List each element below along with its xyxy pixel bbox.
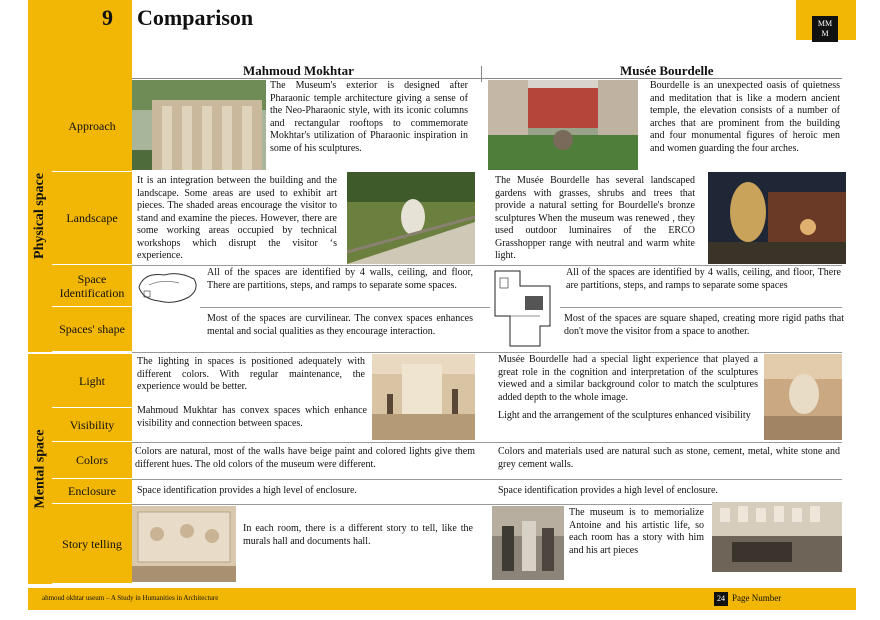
light-left-text: The lighting in spaces is positioned adequately with different colors. With regular maintenance, the experience would be better. (137, 356, 365, 392)
enclosure-right-text: Space identification provides a high level of enclosure. (498, 485, 718, 496)
space-id-left-text: All of the spaces are identified by 4 walls, ceiling, and floor, There are partitions, steps, and ramps to separate some spaces. (207, 267, 473, 291)
light-left-photo (372, 354, 475, 440)
visibility-right-text: Light and the arrangement of the sculptures enhanced visibility (498, 410, 751, 421)
row-label-space-identification: Space Identification (52, 265, 132, 307)
approach-right-text: Bourdelle is an unexpected oasis of quietness and meditation that is like a modern ancient temple, the elevation consists of a number of arches that are prominent from the building and four monumental figures of heroic men and women guarding the four arches. (650, 80, 840, 154)
row-label-landscape: Landscape (52, 172, 132, 265)
row-label-visibility: Visibility (52, 408, 132, 442)
section-number: 9. (102, 5, 119, 30)
header-divider (132, 78, 842, 79)
page-number: 24 (714, 592, 728, 606)
landscape-right-photo (708, 172, 846, 264)
row-divider (132, 442, 842, 443)
column-header-right: Musée Bourdelle (620, 63, 714, 78)
landscape-left-photo (347, 172, 475, 264)
colors-right-text: Colors and materials used are natural such as stone, cement, metal, white stone and grey cement walls. (498, 446, 840, 470)
approach-right-photo (488, 80, 638, 170)
row-label-light: Light (52, 354, 132, 408)
row-label-spaces-shape: Spaces' shape (52, 307, 132, 352)
physical-space-label: Physical space (32, 173, 48, 259)
plan-right-drawing (490, 266, 560, 350)
space-id-right-text: All of the spaces are identified by 4 walls, ceiling, and floor, There are partitions, steps, and ramps to separate some spaces (566, 267, 841, 291)
corner-strip (28, 40, 132, 80)
logo: MM M (812, 16, 838, 42)
row-divider (132, 265, 842, 266)
row-label-enclosure: Enclosure (52, 479, 132, 504)
plan-left-drawing (134, 267, 204, 307)
page-title: Comparison (137, 5, 254, 30)
story-left-text: In each room, there is a different story to tell, like the murals hall and documents hall. (243, 523, 473, 547)
shape-left-text: Most of the spaces are curvilinear. The convex spaces enhances mental and social qualities as they encourage interaction. (207, 313, 473, 337)
story-right-text: The museum is to memorialize Antoine and his artistic life, so each room has a story with him and his art pieces (569, 507, 704, 556)
enclosure-left-text: Space identification provides a high level of enclosure. (137, 485, 357, 496)
column-divider (481, 66, 482, 82)
approach-left-text: The Museum's exterior is designed after Pharaonic temple architecture giving a sense of the Neo-Pharaonic style, with its iconic columns and rectangular rooftops to commemorate Mokhtar's utilization of Pharaonic inspiration in some of his sculptures. (270, 80, 468, 154)
row-divider (132, 352, 842, 353)
mental-space-label: Mental space (32, 429, 47, 509)
footer-title: ahmoud okhtar useum – A Study in Humanities in Architecture (42, 594, 219, 602)
row-label-colors: Colors (52, 442, 132, 479)
page-number-label: Page Number (732, 593, 782, 603)
colors-left-text: Colors are natural, most of the walls have beige paint and colored lights give them different hues. The old colors of the museum were different. (135, 446, 475, 470)
story-right-photo (492, 506, 564, 580)
story-left-photo (132, 506, 236, 582)
story-right-photo-2 (712, 502, 842, 572)
row-label-story-telling: Story telling (52, 504, 132, 584)
light-right-text: Musée Bourdelle had a special light experience that played a great role in the cognition and interpretation of the sculptures viewed and a similar background color to match the sculptures added depth to the whole image. (498, 354, 758, 403)
light-right-photo (764, 354, 842, 440)
visibility-left-text: Mahmoud Mukhtar has convex spaces which enhance visibility and connection between spaces. (137, 405, 367, 429)
landscape-right-text: The Musée Bourdelle has several landscaped gardens with grasses, shrubs and trees that provide a natural setting for Bourdelle's bronze sculptures When the museum was renewed , they used outdoor luminaires of the ERCO Grasshopper range with neutral and warm white light. (495, 175, 695, 261)
landscape-left-text: It is an integration between the building and the landscape. Some areas are used to exhibit art pieces. The shaded areas encourage the visitor to stand and examine the pieces. However, there are some working areas occupied by technical workshops which disrupt the visitor ‘s experience. (137, 175, 337, 261)
row-divider (132, 479, 842, 480)
shape-right-text: Most of the spaces are square shaped, creating more rigid paths that don't move the visitor from a space to another. (564, 313, 844, 337)
column-header-left: Mahmoud Mokhtar (243, 63, 354, 78)
approach-left-photo (132, 80, 266, 170)
row-label-approach: Approach (52, 80, 132, 172)
